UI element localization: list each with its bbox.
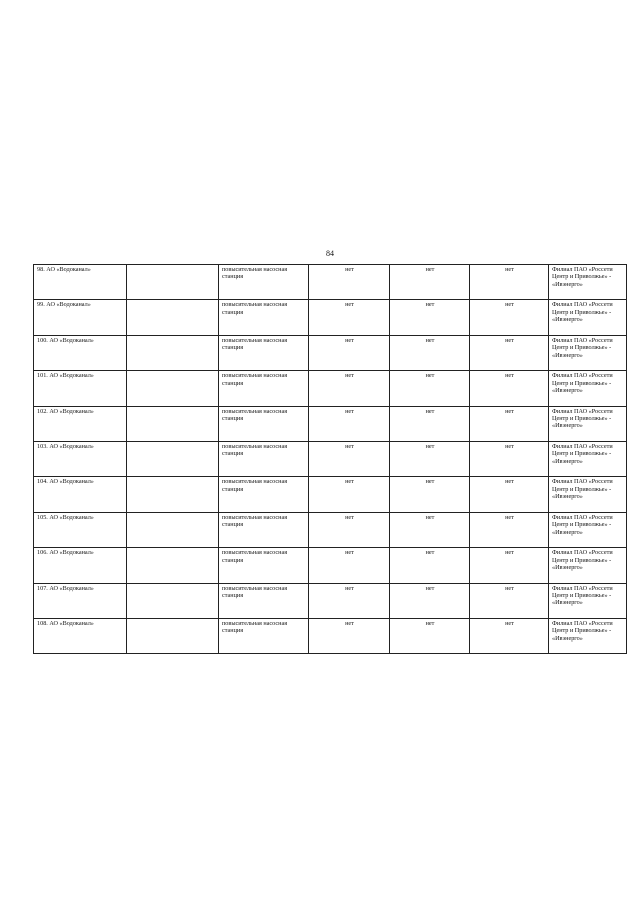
- cell-value-1: нет: [309, 618, 390, 653]
- table-row: [34, 300, 627, 335]
- cell-object-type: повысительная насосная станция: [219, 618, 309, 653]
- table-row: [34, 512, 627, 547]
- cell-object-type: повысительная насосная станция: [219, 406, 309, 441]
- cell-blank: [127, 300, 219, 335]
- cell-organization: 107. АО «Водоканал»: [34, 583, 127, 618]
- cell-blank: [127, 335, 219, 370]
- cell-grid-operator: Филиал ПАО «Россети Центр и Приволжье» - «Ивэнерго»: [549, 300, 627, 335]
- cell-value-2: нет: [390, 618, 470, 653]
- table-row: [34, 583, 627, 618]
- cell-grid-operator: Филиал ПАО «Россети Центр и Приволжье» - «Ивэнерго»: [549, 548, 627, 583]
- cell-blank: [127, 618, 219, 653]
- cell-grid-operator: Филиал ПАО «Россети Центр и Приволжье» - «Ивэнерго»: [549, 477, 627, 512]
- cell-organization: 99. АО «Водоканал»: [34, 300, 127, 335]
- cell-grid-operator: Филиал ПАО «Россети Центр и Приволжье» - «Ивэнерго»: [549, 441, 627, 476]
- cell-value-2: нет: [390, 583, 470, 618]
- cell-value-3: нет: [470, 371, 549, 406]
- cell-value-3: нет: [470, 441, 549, 476]
- data-table: [33, 264, 627, 654]
- cell-blank: [127, 477, 219, 512]
- table-row: [34, 441, 627, 476]
- cell-grid-operator: Филиал ПАО «Россети Центр и Приволжье» - «Ивэнерго»: [549, 583, 627, 618]
- cell-value-1: нет: [309, 300, 390, 335]
- cell-blank: [127, 548, 219, 583]
- cell-value-2: нет: [390, 371, 470, 406]
- cell-grid-operator: Филиал ПАО «Россети Центр и Приволжье» - «Ивэнерго»: [549, 371, 627, 406]
- cell-blank: [127, 265, 219, 300]
- cell-organization: 104. АО «Водоканал»: [34, 477, 127, 512]
- cell-object-type: повысительная насосная станция: [219, 265, 309, 300]
- cell-blank: [127, 583, 219, 618]
- cell-blank: [127, 371, 219, 406]
- cell-value-1: нет: [309, 265, 390, 300]
- cell-value-3: нет: [470, 335, 549, 370]
- table-row: [34, 548, 627, 583]
- table-row: [34, 618, 627, 653]
- cell-organization: 100. АО «Водоканал»: [34, 335, 127, 370]
- cell-value-2: нет: [390, 512, 470, 547]
- cell-object-type: повысительная насосная станция: [219, 583, 309, 618]
- table-row: [34, 335, 627, 370]
- cell-value-3: нет: [470, 300, 549, 335]
- table-body: [34, 265, 627, 654]
- cell-organization: 101. АО «Водоканал»: [34, 371, 127, 406]
- cell-value-3: нет: [470, 583, 549, 618]
- table-row: [34, 371, 627, 406]
- cell-value-1: нет: [309, 441, 390, 476]
- cell-organization: 102. АО «Водоканал»: [34, 406, 127, 441]
- cell-value-2: нет: [390, 477, 470, 512]
- cell-value-2: нет: [390, 548, 470, 583]
- cell-value-1: нет: [309, 477, 390, 512]
- cell-blank: [127, 406, 219, 441]
- cell-value-2: нет: [390, 335, 470, 370]
- cell-grid-operator: Филиал ПАО «Россети Центр и Приволжье» - «Ивэнерго»: [549, 618, 627, 653]
- cell-grid-operator: Филиал ПАО «Россети Центр и Приволжье» - «Ивэнерго»: [549, 265, 627, 300]
- cell-value-1: нет: [309, 512, 390, 547]
- cell-value-2: нет: [390, 300, 470, 335]
- cell-value-1: нет: [309, 548, 390, 583]
- cell-value-3: нет: [470, 512, 549, 547]
- cell-value-2: нет: [390, 441, 470, 476]
- cell-value-3: нет: [470, 548, 549, 583]
- cell-organization: 98. АО «Водоканал»: [34, 265, 127, 300]
- cell-organization: 105. АО «Водоканал»: [34, 512, 127, 547]
- cell-value-1: нет: [309, 406, 390, 441]
- cell-blank: [127, 512, 219, 547]
- cell-value-1: нет: [309, 371, 390, 406]
- cell-value-2: нет: [390, 406, 470, 441]
- cell-value-3: нет: [470, 265, 549, 300]
- page-number: 84: [326, 249, 334, 258]
- table-row: [34, 406, 627, 441]
- table-row: [34, 265, 627, 300]
- cell-value-1: нет: [309, 335, 390, 370]
- cell-value-3: нет: [470, 406, 549, 441]
- cell-organization: 106. АО «Водоканал»: [34, 548, 127, 583]
- cell-object-type: повысительная насосная станция: [219, 371, 309, 406]
- table-row: [34, 477, 627, 512]
- cell-value-2: нет: [390, 265, 470, 300]
- cell-object-type: повысительная насосная станция: [219, 477, 309, 512]
- cell-object-type: повысительная насосная станция: [219, 548, 309, 583]
- cell-value-3: нет: [470, 618, 549, 653]
- cell-organization: 103. АО «Водоканал»: [34, 441, 127, 476]
- cell-grid-operator: Филиал ПАО «Россети Центр и Приволжье» - «Ивэнерго»: [549, 335, 627, 370]
- cell-value-1: нет: [309, 583, 390, 618]
- cell-organization: 108. АО «Водоканал»: [34, 618, 127, 653]
- cell-object-type: повысительная насосная станция: [219, 300, 309, 335]
- cell-blank: [127, 441, 219, 476]
- cell-grid-operator: Филиал ПАО «Россети Центр и Приволжье» - «Ивэнерго»: [549, 406, 627, 441]
- cell-value-3: нет: [470, 477, 549, 512]
- cell-object-type: повысительная насосная станция: [219, 335, 309, 370]
- cell-grid-operator: Филиал ПАО «Россети Центр и Приволжье» - «Ивэнерго»: [549, 512, 627, 547]
- cell-object-type: повысительная насосная станция: [219, 512, 309, 547]
- cell-object-type: повысительная насосная станция: [219, 441, 309, 476]
